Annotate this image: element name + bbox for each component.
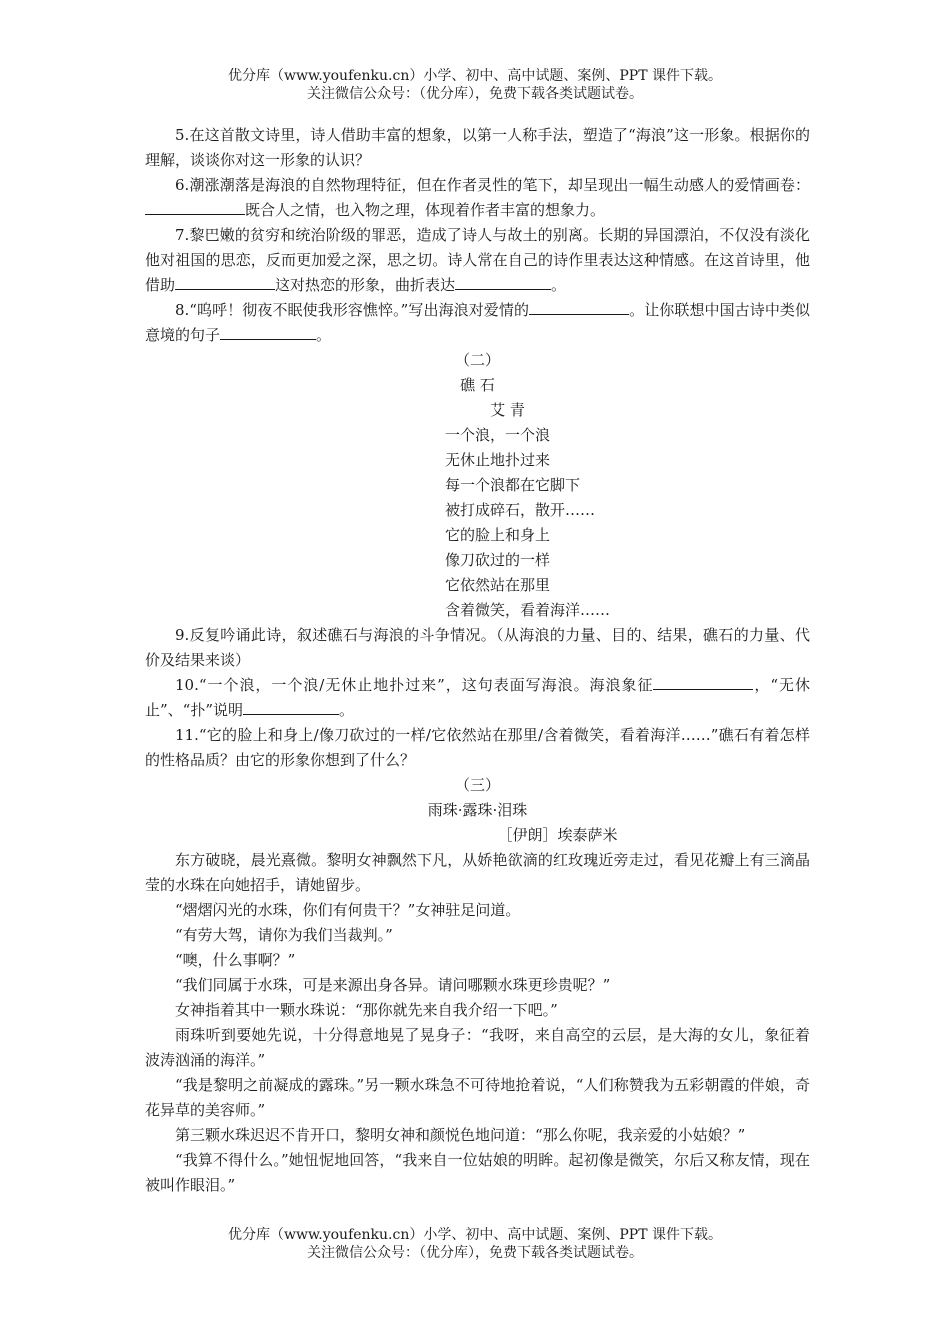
q10-text-post: 。 <box>339 701 355 719</box>
q7-text-mid: 这对热恋的形象，曲折表达 <box>275 276 456 294</box>
answer-blank <box>145 200 245 215</box>
q7-text-pre: 7.黎巴嫩的贫穷和统治阶级的罪恶，造成了诗人与故土的别离。长期的异国漂泊，不仅没有淡化他对祖国的思恋，反而更加爱之深，思之切。诗人常在自己的诗作里表达这种情感。在这首诗里，他借助 <box>145 226 810 294</box>
answer-blank <box>455 275 551 290</box>
poem-line: 被打成碎石，散开…… <box>445 501 596 519</box>
q10-text-mid: ，“无休止”、“扑”说明 <box>145 676 810 719</box>
story-paragraph: 第三颗水珠迟迟不肯开口，黎明女神和颜悦色地问道：“那么你呢，我亲爱的小姑娘？” <box>175 1126 746 1144</box>
q8-text-post: 。 <box>316 326 332 344</box>
footer-line-2: 关注微信公众号：（优分库），免费下载各类试题试卷。 <box>307 1245 643 1261</box>
poem-line: 一个浪，一个浪 <box>445 426 551 444</box>
answer-blank <box>243 700 339 715</box>
q7-text-post: 。 <box>551 276 567 294</box>
story-paragraph: 女神指着其中一颗水珠说：“那你就先来自我介绍一下吧。” <box>175 1001 558 1019</box>
story-paragraph: 东方破晓，晨光熹微。黎明女神飘然下凡，从娇艳欲滴的红玫瑰近旁走过，看见花瓣上有三滴晶莹的水珠在向她招手，请她留步。 <box>145 851 810 894</box>
poem-author: 艾 青 <box>490 401 525 419</box>
poem-line: 像刀砍过的一样 <box>445 551 551 569</box>
poem-line: 每一个浪都在它脚下 <box>445 476 581 494</box>
story-paragraph: “噢，什么事啊？” <box>175 951 296 969</box>
header-line-2: 关注微信公众号：（优分库），免费下载各类试题试卷。 <box>307 86 643 102</box>
story-paragraph: 雨珠听到要她先说，十分得意地晃了晃身子：“我呀，来自高空的云层，是大海的女儿，象征着波涛汹涌的海洋。” <box>145 1026 810 1069</box>
question-10 <box>145 673 810 723</box>
story-title: 雨珠·露珠·泪珠 <box>427 801 528 819</box>
document-body <box>145 123 810 1198</box>
story-body <box>145 848 810 1198</box>
page-header <box>0 67 950 103</box>
story-paragraph: “我们同属于水珠，可是来源出身各异。请问哪颗水珠更珍贵呢？” <box>175 976 611 994</box>
question-5: 5.在这首散文诗里，诗人借助丰富的想象，以第一人称手法，塑造了“海浪”这一形象。根据你的理解，谈谈你对这一形象的认识？ <box>145 126 810 169</box>
answer-blank <box>220 325 316 340</box>
story-paragraph: “熠熠闪光的水珠，你们有何贵干？”女神驻足问道。 <box>175 901 521 919</box>
poem-line: 含着微笑，看着海洋…… <box>445 601 611 619</box>
q8-text-pre: 8.“呜呼！彻夜不眠使我形容憔悴。”写出海浪对爱情的 <box>175 301 530 319</box>
story-paragraph: “我算不得什么。”她忸怩地回答，“我来自一位姑娘的明眸。起初像是微笑，尔后又称友情，现在被叫作眼泪。” <box>145 1151 810 1194</box>
poem-line: 它依然站在那里 <box>445 576 551 594</box>
question-6 <box>145 173 810 223</box>
question-11: 11.“它的脸上和身上/像刀砍过的一样/它依然站在那里/含着微笑，看着海洋……”礁石有着怎样的性格品质？由它的形象你想到了什么？ <box>145 726 810 769</box>
section-3-number: （三） <box>454 776 500 794</box>
poem-line: 它的脸上和身上 <box>445 526 551 544</box>
story-author: ［伊朗］埃泰萨米 <box>497 826 618 844</box>
story-paragraph: “有劳大驾，请你为我们当裁判。” <box>175 926 393 944</box>
answer-blank <box>529 300 629 315</box>
story-paragraph: “我是黎明之前凝成的露珠。”另一颗水珠急不可待地抢着说，“人们称赞我为五彩朝霞的伴娘，奇花异草的美容师。” <box>145 1076 810 1119</box>
page-footer <box>0 1226 950 1262</box>
answer-blank <box>175 275 275 290</box>
poem-body <box>145 423 810 623</box>
header-line-1: 优分库（www.youfenku.cn）小学、初中、高中试题、案例、PPT 课件下载。 <box>227 68 722 84</box>
q10-text-pre: 10.“一个浪，一个浪/无休止地扑过来”，这句表面写海浪。海浪象征 <box>175 676 654 694</box>
poem-line: 无休止地扑过来 <box>445 451 551 469</box>
poem-title: 礁 石 <box>460 376 495 394</box>
q8-text-mid: 。让你联想中国古诗中类似意境的句子 <box>145 301 810 344</box>
answer-blank <box>653 675 753 690</box>
q6-text-pre: 6.潮涨潮落是海浪的自然物理特征，但在作者灵性的笔下，却呈现出一幅生动感人的爱情画卷： <box>175 176 810 194</box>
question-9: 9.反复吟诵此诗，叙述礁石与海浪的斗争情况。（从海浪的力量、目的、结果，礁石的力量、代价及结果来谈） <box>145 626 810 669</box>
question-8 <box>145 298 810 348</box>
footer-line-1: 优分库（www.youfenku.cn）小学、初中、高中试题、案例、PPT 课件下载。 <box>227 1227 722 1243</box>
q6-text-post: 既合人之情，也入物之理，体现着作者丰富的想象力。 <box>245 201 606 219</box>
question-7 <box>145 223 810 298</box>
section-2-number: （二） <box>454 351 500 369</box>
